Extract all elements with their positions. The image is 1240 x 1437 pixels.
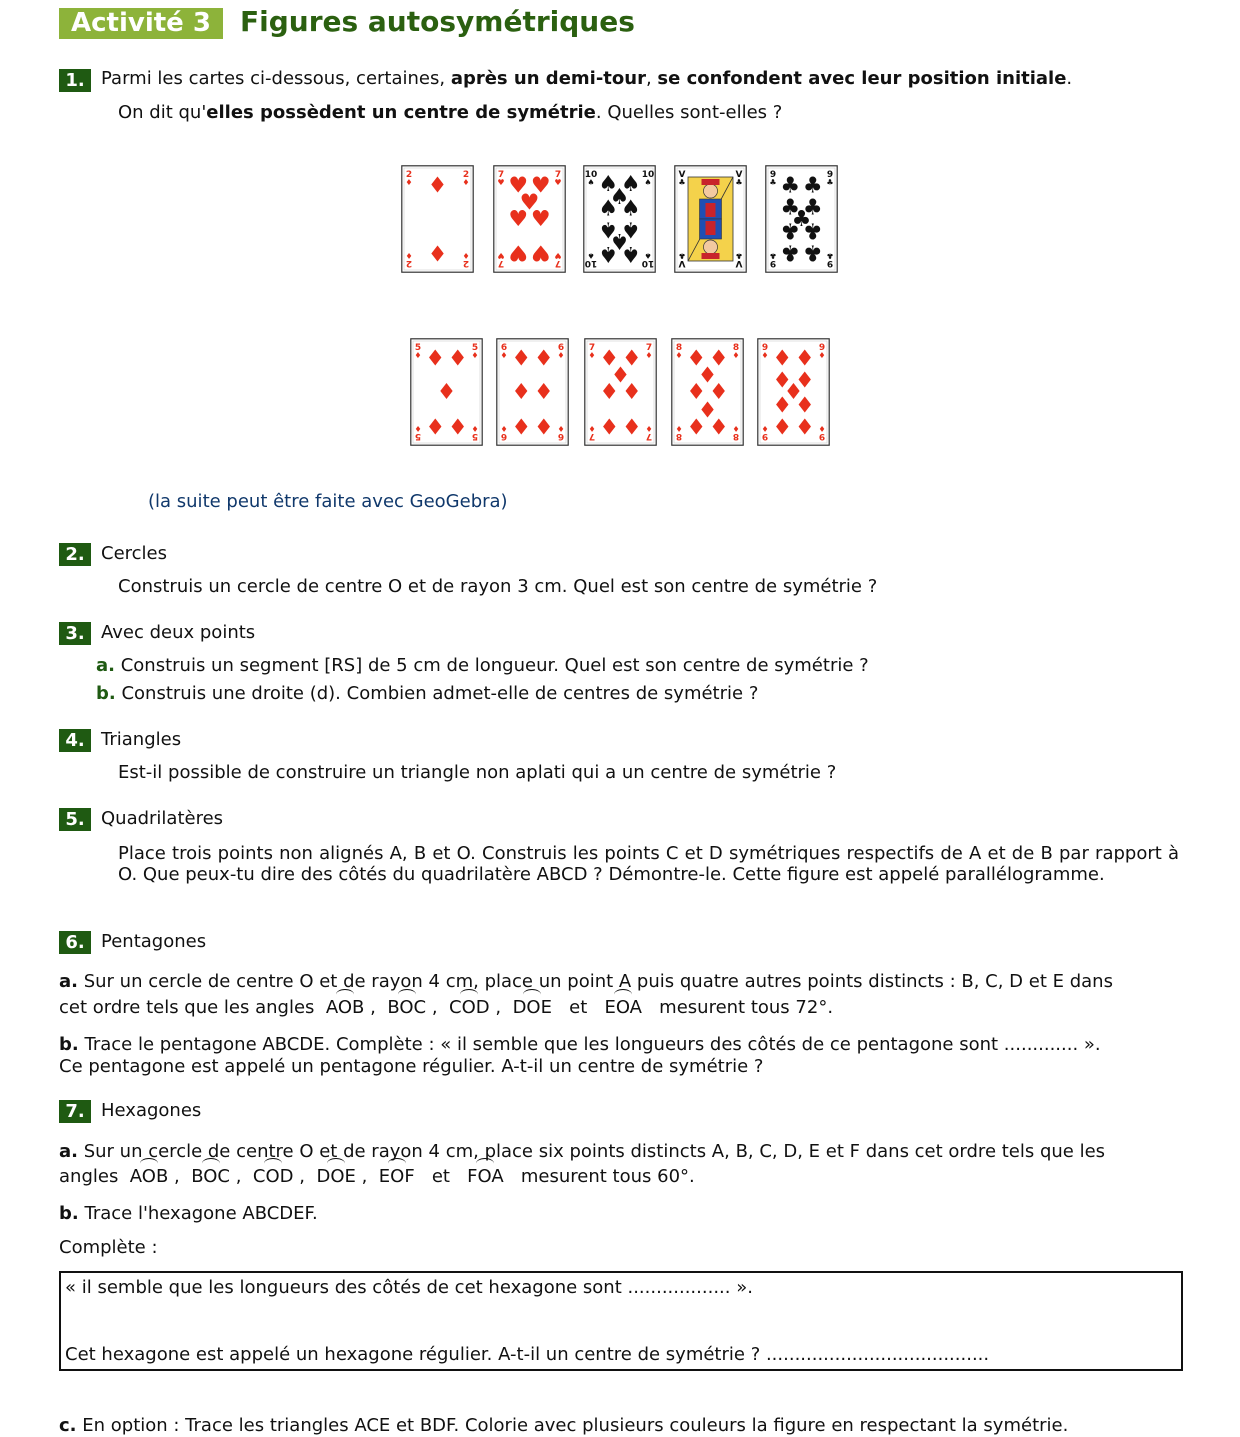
svg-text:♠: ♠ xyxy=(644,178,652,187)
svg-text:9: 9 xyxy=(818,343,826,353)
q3b-label: b. xyxy=(96,683,116,704)
angle-doe: DOE xyxy=(316,1156,355,1187)
angle-eof: EOF xyxy=(379,1156,415,1187)
svg-text:9: 9 xyxy=(826,170,834,180)
q3a-label: a. xyxy=(96,655,115,676)
question-2-text: Construis un cercle de centre O et de rayon 3 cm. Quel est son centre de symétrie ? xyxy=(118,576,878,597)
q1-text-b: après un demi-tour xyxy=(450,68,646,89)
svg-text:♦: ♦ xyxy=(462,251,470,260)
svg-text:9: 9 xyxy=(761,431,769,441)
card-row-2-3 xyxy=(584,338,657,446)
svg-text:♦: ♦ xyxy=(447,346,468,372)
svg-text:9: 9 xyxy=(769,170,777,180)
svg-text:♣: ♣ xyxy=(780,239,801,265)
angle-boc: BOC xyxy=(191,1156,230,1187)
svg-text:♣: ♣ xyxy=(802,173,823,199)
angle-doe: DOE xyxy=(513,987,552,1018)
svg-text:♥: ♥ xyxy=(554,251,562,260)
svg-text:♦: ♦ xyxy=(427,239,448,265)
svg-text:♦: ♦ xyxy=(557,351,565,360)
question-3b xyxy=(96,683,758,704)
card-row-1-2 xyxy=(493,165,566,273)
svg-text:♥: ♥ xyxy=(530,239,551,265)
question-7-title: Hexagones xyxy=(101,1100,202,1121)
q1-text-d: se confondent avec leur position initiale xyxy=(657,68,1067,89)
svg-text:7: 7 xyxy=(645,431,653,441)
q1-text-f: On dit qu' xyxy=(118,102,207,123)
q6a-text-2: cet ordre tels que les angles xyxy=(59,997,315,1018)
svg-text:7: 7 xyxy=(497,258,505,268)
svg-text:♦: ♦ xyxy=(599,346,620,372)
svg-text:♦: ♦ xyxy=(425,346,446,372)
svg-text:♣: ♣ xyxy=(802,239,823,265)
svg-text:♦: ♦ xyxy=(645,351,653,360)
svg-text:2: 2 xyxy=(405,170,413,180)
svg-text:7: 7 xyxy=(497,170,505,180)
svg-text:♦: ♦ xyxy=(405,251,413,260)
svg-text:7: 7 xyxy=(554,170,562,180)
card-row-1-3 xyxy=(583,165,656,273)
svg-text:♦: ♦ xyxy=(794,390,815,416)
svg-text:♥: ♥ xyxy=(519,190,540,216)
svg-text:♦: ♦ xyxy=(818,351,826,360)
svg-text:♦: ♦ xyxy=(686,346,707,372)
svg-text:♦: ♦ xyxy=(794,412,815,438)
svg-text:♠: ♠ xyxy=(598,171,619,197)
q1-text-c: , xyxy=(645,68,658,89)
svg-text:♠: ♠ xyxy=(609,185,630,210)
q7a-label: a. xyxy=(59,1141,78,1162)
svg-text:♦: ♦ xyxy=(772,368,793,394)
answer-box-line-2: Cet hexagone est appelé un hexagone régulier. A-t-il un centre de symétrie ? ....................................... xyxy=(65,1344,990,1365)
svg-text:♠: ♠ xyxy=(598,216,619,242)
svg-text:♠: ♠ xyxy=(587,251,595,260)
svg-text:7: 7 xyxy=(554,258,562,268)
svg-text:8: 8 xyxy=(675,343,683,353)
geogebra-note: (la suite peut être faite avec GeoGebra) xyxy=(148,491,508,512)
q1-text-e: . xyxy=(1066,68,1073,89)
svg-text:♦: ♦ xyxy=(500,351,508,360)
svg-text:7: 7 xyxy=(588,431,596,441)
svg-text:♠: ♠ xyxy=(609,228,630,253)
svg-text:♦: ♦ xyxy=(511,412,532,438)
svg-text:♠: ♠ xyxy=(587,178,595,187)
svg-text:♦: ♦ xyxy=(533,346,554,372)
q6b-label: b. xyxy=(59,1034,79,1055)
question-2-number: 2. xyxy=(59,543,91,566)
card-row-1-1 xyxy=(401,165,474,273)
svg-text:♦: ♦ xyxy=(447,412,468,438)
svg-text:♦: ♦ xyxy=(436,380,457,405)
answer-box[interactable] xyxy=(59,1271,1183,1371)
q7c-label: c. xyxy=(59,1415,77,1436)
svg-text:7: 7 xyxy=(645,343,653,353)
question-4-title: Triangles xyxy=(101,729,182,750)
svg-text:♣: ♣ xyxy=(802,217,823,243)
svg-text:7: 7 xyxy=(588,343,596,353)
question-3-number: 3. xyxy=(59,622,91,645)
svg-text:♦: ♦ xyxy=(772,346,793,372)
svg-text:♦: ♦ xyxy=(818,424,826,433)
svg-text:V: V xyxy=(678,170,686,180)
question-6-number: 6. xyxy=(59,931,91,954)
card-row-1-5 xyxy=(765,165,838,273)
q1-text-g: elles possèdent un centre de symétrie xyxy=(206,102,596,123)
angle-aob: AOB xyxy=(130,1156,169,1187)
svg-text:♦: ♦ xyxy=(621,412,642,438)
question-3-title: Avec deux points xyxy=(101,622,256,643)
svg-text:6: 6 xyxy=(500,431,508,441)
question-3a xyxy=(96,655,869,676)
card-row-2-1 xyxy=(410,338,483,446)
svg-text:10: 10 xyxy=(641,170,655,180)
q7c-text: En option : Trace les triangles ACE et BDF. Colorie avec plusieurs couleurs la figure en respectant la symétrie. xyxy=(82,1415,1069,1436)
card-row-2-2 xyxy=(496,338,569,446)
question-6b-line-2: Ce pentagone est appelé un pentagone régulier. A-t-il un centre de symétrie ? xyxy=(59,1056,764,1077)
svg-text:♦: ♦ xyxy=(588,351,596,360)
svg-text:9: 9 xyxy=(826,258,834,268)
svg-text:♣: ♣ xyxy=(780,217,801,243)
svg-text:♣: ♣ xyxy=(769,251,777,260)
svg-text:♦: ♦ xyxy=(783,380,804,405)
q7b-text: Trace l'hexagone ABCDEF. xyxy=(84,1203,318,1224)
svg-text:♠: ♠ xyxy=(598,196,619,222)
svg-text:♦: ♦ xyxy=(732,351,740,360)
svg-text:♣: ♣ xyxy=(802,195,823,221)
svg-text:V: V xyxy=(735,258,743,268)
svg-text:♣: ♣ xyxy=(769,178,777,187)
svg-text:♣: ♣ xyxy=(826,178,834,187)
svg-text:♣: ♣ xyxy=(735,178,743,187)
q1-text-a: Parmi les cartes ci-dessous, certaines, xyxy=(101,68,451,89)
q6a-text: Sur un cercle de centre O et de rayon 4 cm, place un point A puis quatre autres points distincts : B, C, D et E dans xyxy=(83,971,1113,992)
svg-text:♠: ♠ xyxy=(644,251,652,260)
q7a-and: et xyxy=(431,1166,450,1187)
svg-text:♣: ♣ xyxy=(826,251,834,260)
svg-text:♦: ♦ xyxy=(414,351,422,360)
question-7c xyxy=(59,1415,1068,1436)
svg-text:♦: ♦ xyxy=(686,412,707,438)
question-7b xyxy=(59,1203,318,1224)
angle-cod: COD xyxy=(253,1156,294,1187)
q7a-text: Sur un cercle de centre O et de rayon 4 cm, place six points distincts A, B, C, D, E et F dans cet ordre tels que les xyxy=(83,1141,1106,1162)
page-title: Figures autosymétriques xyxy=(240,5,635,38)
svg-text:♦: ♦ xyxy=(708,412,729,438)
svg-text:♦: ♦ xyxy=(599,412,620,438)
svg-text:♦: ♦ xyxy=(557,424,565,433)
q6a-and: et xyxy=(569,997,588,1018)
svg-text:♦: ♦ xyxy=(708,346,729,372)
svg-text:♦: ♦ xyxy=(675,424,683,433)
question-6b-line-1 xyxy=(59,1034,1101,1055)
question-1-line-1 xyxy=(101,68,1072,89)
angle-boc: BOC xyxy=(387,987,426,1018)
svg-text:8: 8 xyxy=(732,343,740,353)
svg-text:♦: ♦ xyxy=(761,424,769,433)
question-5-number: 5. xyxy=(59,808,91,831)
svg-text:♣: ♣ xyxy=(791,207,812,232)
svg-text:♦: ♦ xyxy=(425,412,446,438)
svg-text:♦: ♦ xyxy=(794,368,815,394)
angle-cod: COD xyxy=(449,987,490,1018)
angle-foa: FOA xyxy=(467,1156,504,1187)
svg-text:2: 2 xyxy=(405,258,413,268)
svg-text:♦: ♦ xyxy=(708,380,729,405)
svg-text:♦: ♦ xyxy=(772,412,793,438)
svg-text:6: 6 xyxy=(557,431,565,441)
q7a-end: mesurent tous 60°. xyxy=(520,1166,695,1187)
svg-text:♥: ♥ xyxy=(508,207,529,232)
question-6a-line-2: cet ordre tels que les angles AOB , BOC , COD , DOE et EOA mesurent tous 72°. xyxy=(59,987,833,1018)
q6b-text: Trace le pentagone ABCDE. Complète : « il semble que les longueurs des côtés de ce pentagone sont ............. ». xyxy=(84,1034,1101,1055)
svg-text:8: 8 xyxy=(675,431,683,441)
svg-text:♥: ♥ xyxy=(508,239,529,265)
svg-text:♦: ♦ xyxy=(599,380,620,405)
svg-text:♥: ♥ xyxy=(497,178,505,187)
svg-text:♦: ♦ xyxy=(732,424,740,433)
svg-text:♦: ♦ xyxy=(427,173,448,199)
question-4-text: Est-il possible de construire un triangle non aplati qui a un centre de symétrie ? xyxy=(118,762,837,783)
svg-text:♦: ♦ xyxy=(511,380,532,405)
svg-text:♦: ♦ xyxy=(462,178,470,187)
svg-text:♣: ♣ xyxy=(678,178,686,187)
angle-aob: AOB xyxy=(326,987,365,1018)
svg-text:♥: ♥ xyxy=(508,173,529,199)
angle-eoa: EOA xyxy=(604,987,642,1018)
svg-text:♣: ♣ xyxy=(780,195,801,221)
svg-text:♠: ♠ xyxy=(620,196,641,222)
svg-text:♦: ♦ xyxy=(772,390,793,416)
svg-text:♥: ♥ xyxy=(497,251,505,260)
question-2-title: Cercles xyxy=(101,543,167,564)
svg-text:♦: ♦ xyxy=(414,424,422,433)
svg-text:6: 6 xyxy=(500,343,508,353)
question-5-text: Place trois points non alignés A, B et O. Construis les points C et D symétriques respectifs de A et de B par rapport à O. Que peux-tu dire des côtés du quadrilatère ABCD ? Démontre-le. Cette figure est appelé parallélogramme. xyxy=(118,843,1179,885)
q3a-text: Construis un segment [RS] de 5 cm de longueur. Quel est son centre de symétrie ? xyxy=(120,655,869,676)
question-7a-line-2: angles AOB , BOC , COD , DOE , EOF et FOA mesurent tous 60°. xyxy=(59,1156,695,1187)
svg-text:10: 10 xyxy=(641,258,655,268)
svg-text:10: 10 xyxy=(584,170,598,180)
answer-box-line-1: « il semble que les longueurs des côtés de cet hexagone sont .................. ». xyxy=(65,1277,753,1298)
svg-text:♦: ♦ xyxy=(533,380,554,405)
svg-text:♦: ♦ xyxy=(645,424,653,433)
svg-text:♠: ♠ xyxy=(620,241,641,267)
svg-text:5: 5 xyxy=(414,431,422,441)
svg-text:5: 5 xyxy=(414,343,422,353)
svg-text:♥: ♥ xyxy=(554,178,562,187)
svg-text:9: 9 xyxy=(769,258,777,268)
complete-label: Complète : xyxy=(59,1237,158,1258)
question-6-title: Pentagones xyxy=(101,931,207,952)
q6a-end: mesurent tous 72°. xyxy=(659,997,834,1018)
svg-text:♦: ♦ xyxy=(686,380,707,405)
svg-text:V: V xyxy=(678,258,686,268)
svg-text:♥: ♥ xyxy=(530,173,551,199)
question-1-line-2 xyxy=(118,102,782,123)
svg-text:8: 8 xyxy=(732,431,740,441)
svg-text:♦: ♦ xyxy=(621,380,642,405)
q7a-text-2: angles xyxy=(59,1166,119,1187)
activity-badge: Activité 3 xyxy=(59,8,223,39)
svg-text:10: 10 xyxy=(584,258,598,268)
svg-text:♦: ♦ xyxy=(471,424,479,433)
svg-text:♦: ♦ xyxy=(697,395,718,421)
q7b-label: b. xyxy=(59,1203,79,1224)
svg-text:♣: ♣ xyxy=(780,173,801,199)
card-row-2-4 xyxy=(671,338,744,446)
svg-text:♦: ♦ xyxy=(621,346,642,372)
svg-text:♦: ♦ xyxy=(675,351,683,360)
card-row-2-5 xyxy=(757,338,830,446)
svg-text:9: 9 xyxy=(818,431,826,441)
question-1-number: 1. xyxy=(59,69,91,92)
q1-text-h: . Quelles sont-elles ? xyxy=(595,102,783,123)
question-7-number: 7. xyxy=(59,1100,91,1123)
svg-text:♠: ♠ xyxy=(598,241,619,267)
card-row-1-4 xyxy=(674,165,747,273)
svg-text:♣: ♣ xyxy=(735,251,743,260)
svg-text:♠: ♠ xyxy=(620,216,641,242)
svg-text:♦: ♦ xyxy=(405,178,413,187)
q3b-text: Construis une droite (d). Combien admet-elle de centres de symétrie ? xyxy=(121,683,759,704)
svg-text:♣: ♣ xyxy=(678,251,686,260)
svg-text:2: 2 xyxy=(462,258,470,268)
svg-text:♥: ♥ xyxy=(530,207,551,232)
svg-text:5: 5 xyxy=(471,431,479,441)
svg-text:♦: ♦ xyxy=(761,351,769,360)
svg-text:5: 5 xyxy=(471,343,479,353)
svg-text:6: 6 xyxy=(557,343,565,353)
svg-text:♦: ♦ xyxy=(500,424,508,433)
svg-text:♦: ♦ xyxy=(610,363,631,389)
svg-text:V: V xyxy=(735,170,743,180)
svg-text:♦: ♦ xyxy=(794,346,815,372)
q6a-label: a. xyxy=(59,971,78,992)
svg-text:♦: ♦ xyxy=(511,346,532,372)
svg-text:♦: ♦ xyxy=(471,351,479,360)
question-4-number: 4. xyxy=(59,729,91,752)
svg-text:♦: ♦ xyxy=(588,424,596,433)
svg-text:♠: ♠ xyxy=(620,171,641,197)
svg-text:2: 2 xyxy=(462,170,470,180)
svg-text:♦: ♦ xyxy=(697,363,718,389)
svg-text:♦: ♦ xyxy=(533,412,554,438)
question-5-title: Quadrilatères xyxy=(101,808,224,829)
svg-text:9: 9 xyxy=(761,343,769,353)
